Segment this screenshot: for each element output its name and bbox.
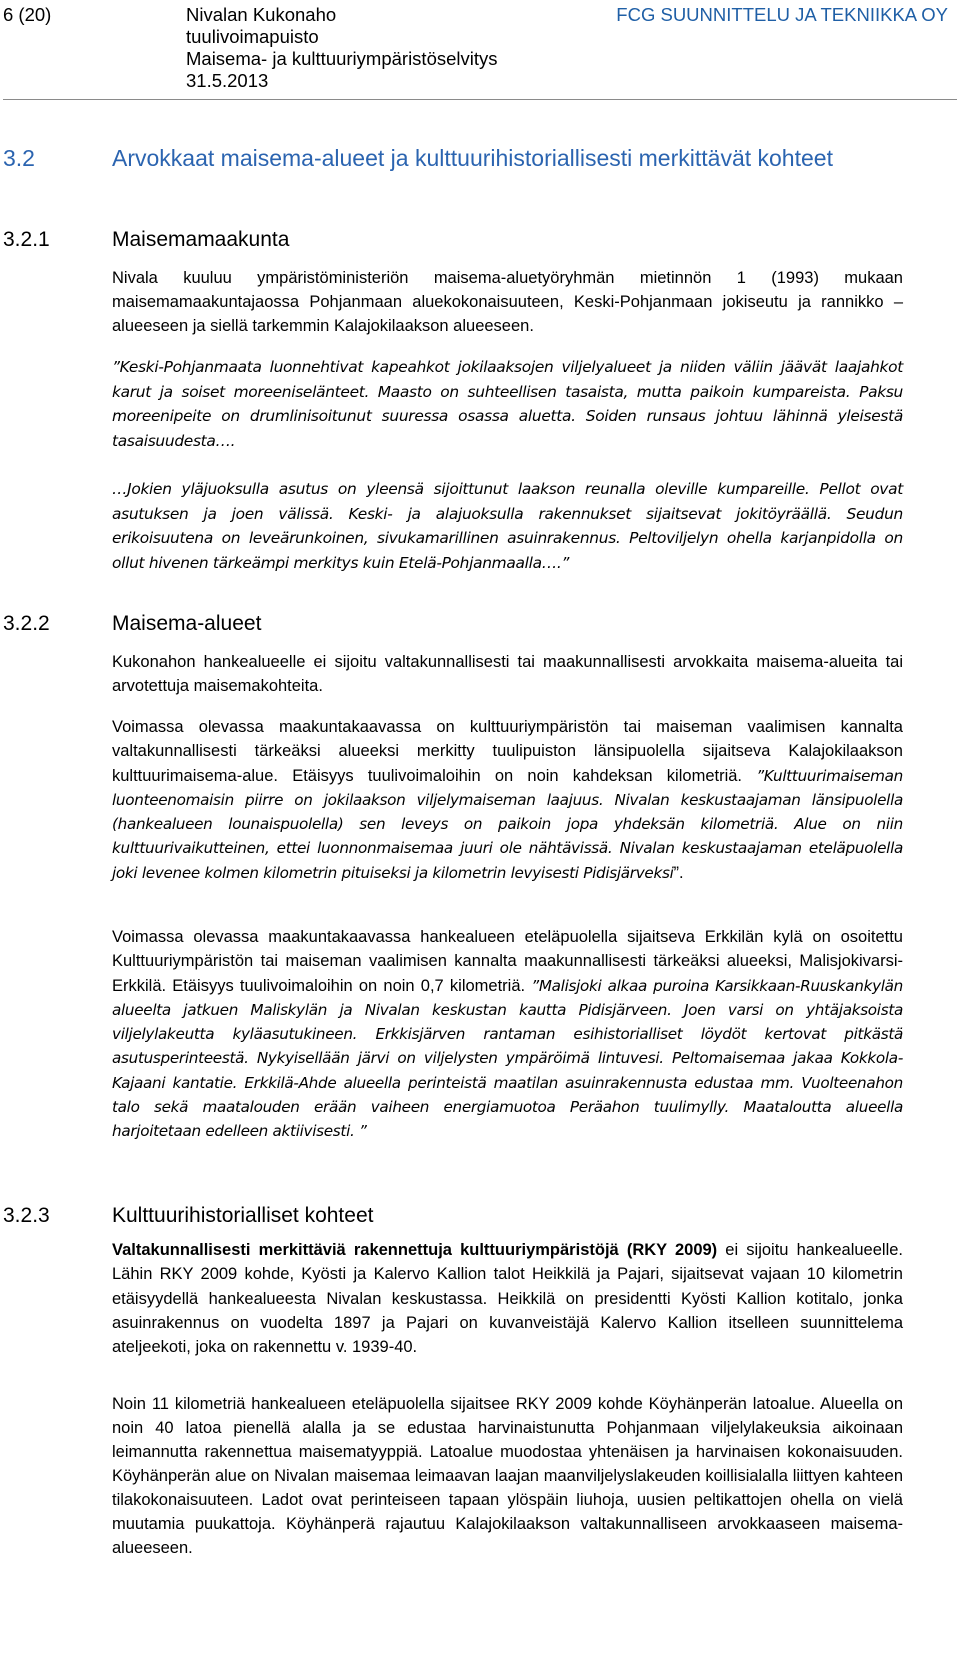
bold-lead-text: Valtakunnallisesti merkittäviä rakennettuja kulttuuriympäristöjä (RKY 2009) [112,1241,718,1259]
document-title-line-2: tuulivoimapuisto [186,26,319,47]
document-title-line-3: Maisema- ja kulttuuriympäristöselvitys [186,48,498,69]
paragraph-with-quote [112,925,903,1144]
quote-end: ”. [673,863,684,882]
quote-text: ”Kulttuurimaiseman luonteenomaisin piirre on jokilaakson viljelymaiseman laajuus. Nivalan keskustaajaman länsipuolella (hankealueen lounaispuolella) sen leveys on paikoin jopa yhdeksän kilometriä. Alue on niin kulttuurivaikutteinen, ettei luonnonmaisemaa juuri ole nähtävissä. Nivalan keskustaajaman eteläpuolella joki levenee kolmen kilometrin pituiseksi ja kilometrin levyisesti Pidisjärveksi [112,766,903,882]
document-date: 31.5.2013 [186,70,269,91]
paragraph-text: Voimassa olevassa maakuntakaavassa on kulttuuriympäristön tai maiseman vaalimisen kannalta valtakunnallisesti tärkeäksi alueeksi merkitty tuulipuiston länsipuolella sijaitseva Kalajokilaakson kulttuurimaisema-alue. Etäisyys tuulivoimaloihin on noin kahdeksan kilometriä. [112,718,903,785]
paragraph-text: Voimassa olevassa maakuntakaavassa hankealueen eteläpuolella sijaitseva Erkkilän kylä on osoitettu Kulttuuriympäristön tai maiseman vaalimisen kannalta maakunnallisesti tärkeäksi alueeksi, Malisjokivarsi-Erkkilä. Etäisyys tuulivoimaloihin on noin 0,7 kilometriä. [112,928,903,995]
paragraph: Nivala kuuluu ympäristöministeriön maisema-aluetyöryhmän mietinnön 1 (1993) mukaan maisemamaakuntajaossa Pohjanmaan aluekokonaisuuteen, Keski-Pohjanmaan jokiseutu ja rannikko –alueeseen ja siellä tarkemmin Kalajokilaakson alueeseen. [112,269,903,335]
quote-paragraph: ”Keski-Pohjanmaata luonnehtivat kapeahkot jokilaaksojen viljelyalueet ja niiden väliin jäävät laajahkot karut ja soiset moreeniselänteet. Maasto on suhteellisen tasaista, mutta paikoin kumpareista. Paksu moreenipeite on drumlinisoitunut suuressa osassa aluetta. Soiden runsaus johtuu lähinnä yleisestä tasaisuudesta…. [112,358,903,450]
paragraph: Noin 11 kilometriä hankealueen eteläpuolella sijaitsee RKY 2009 kohde Köyhänperän latoalue. Alueella on noin 40 latoa pienellä alalla ja se edustaa harvinaistunutta Pohjanmaan viljelylakeuksia aikoinaan leimannutta rakennettua maisematyyppiä. Latoalue muodostaa yhtenäisen ja harvinaisen kokonaisuuden. Köyhänperän alue on Nivalan maisemaa leimaavan laajan maanviljelyslakeuden koillisialalla liittyen kahteen tilakokonaisuuteen. Ladot ovat perinteiseen tapaan ylöspäin liuhoja, uusien peltikattojen ohella on vielä muutamia puukattoja. Köyhänperä rajautuu Kalajokilaakson valtakunnalliseen arvokkaaseen maisema-alueeseen. [112,1395,903,1557]
paragraph-with-quote [112,715,903,885]
page-number: 6 (20) [3,4,52,25]
quote-paragraph: …Jokien yläjuoksulla asutus on yleensä sijoittunut laakson reunalla oleville kumpareille. Pellot ovat asutuksen ja joen välissä. Keski- ja alajuoksulla rakennukset sijaitsevat jokitöyräällä. Seudun erikoisuutena on leveärunkoinen, sivukamarillinen asuinrakennus. Peltoviljelyn ohella karjanpidolla on ollut hivenen tärkeämpi merkitys kuin Etelä-Pohjanmaalla….” [112,480,903,572]
section-title: Arvokkaat maisema-alueet ja kulttuurihistoriallisesti merkittävät kohteet [112,145,833,171]
subsection-number: 3.2.2 [3,612,50,635]
section-number: 3.2 [3,145,35,171]
paragraph [112,1238,903,1359]
subsection-title: Maisemamaakunta [112,228,290,251]
header-divider [3,99,957,100]
subsection-number: 3.2.1 [3,228,50,251]
document-title-block [186,4,498,92]
subsection-number: 3.2.3 [3,1204,50,1227]
paragraph: Kukonahon hankealueelle ei sijoitu valtakunnallisesti tai maakunnallisesti arvokkaita maisema-alueita tai arvotettuja maisemakohteita. [112,653,903,695]
subsection-title: Kulttuurihistorialliset kohteet [112,1204,374,1227]
paragraph-text: ei sijoitu hankealueelle. Lähin RKY 2009 kohde, Kyösti ja Kalervo Kallion talot Heikkilä ja Pajari, sijaitsevat vajaan 10 kilometrin etäisyydellä hankealueesta Nivalan keskustassa. Heikkilä on presidentti Kyösti Kallion kotitalo, jonka asuinrakennus on vuodelta 1897 ja Pajari on kuvanveistäjä Kalervo Kallion itselleen suunnittelema ateljeekoti, joka on rakennettu v. 1939-40. [112,1241,903,1357]
document-title-line-1: Nivalan Kukonaho [186,4,337,25]
subsection-title: Maisema-alueet [112,612,262,635]
company-name: FCG SUUNNITTELU JA TEKNIIKKA OY [616,4,948,25]
quote-text: ”Malisjoki alkaa puroina Karsikkaan-Ruuskankylän alueelta jatkuen Maliskylän ja Nivalan keskustan kautta Pidisjärveen. Joen varsi on yhtäjaksoista viljelylakeutta kyläasutukineen. Erkkisjärven rantaman esihistorialliset löydöt kertovat pitkästä asutusperinteestä. Nykyisellään järvi on viljelysten ympäröimä lintuvesi. Peltomaisemaa jakaa Kokkola-Kajaani kantatie. Erkkilä-Ahde alueella perinteistä maatilan asuinrakennusta edustaa mm. Vuolteenahon talo sekä maatalouden erään vaiheen energiamuotoa Peräahon tuulimylly. Maataloutta alueella harjoitetaan edelleen aktiivisesti. ” [112,976,904,1141]
